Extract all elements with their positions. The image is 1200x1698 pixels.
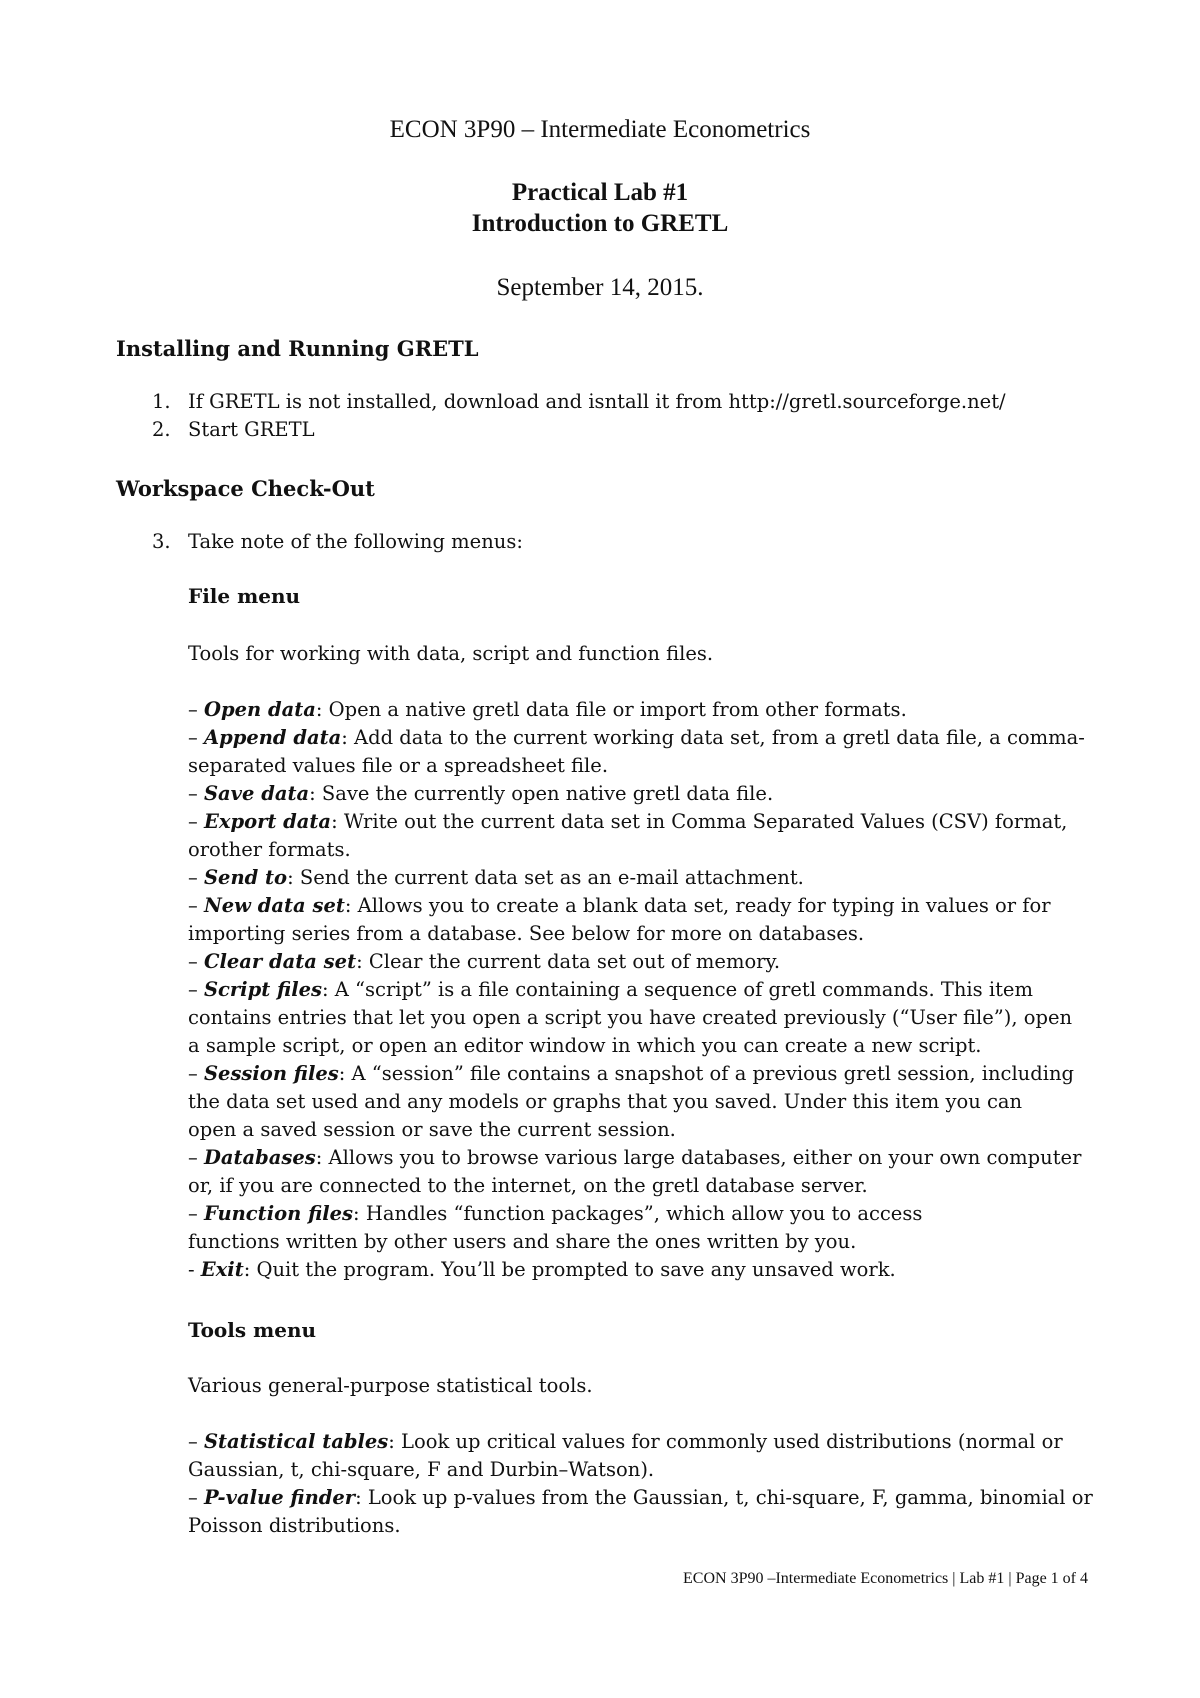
list-item: [152, 390, 1006, 413]
entry-description: the data set used and any models or graphs that you saved. Under this item you can: [188, 1090, 1023, 1113]
entry-line: [188, 1200, 1088, 1228]
entry-dash: –: [188, 810, 204, 833]
entry-description: : Save the currently open native gretl data file.: [309, 782, 774, 805]
entry-dash: –: [188, 1430, 204, 1453]
entry-term: Script files: [203, 978, 322, 1001]
entry-line: [188, 976, 1088, 1004]
entry-description: : Look up critical values for commonly used distributions (normal or: [388, 1430, 1063, 1453]
entry-line: [188, 724, 1088, 752]
tools-menu-heading: Tools menu: [188, 1318, 317, 1342]
list-number: 2.: [152, 418, 171, 441]
entry-line: [188, 1484, 1093, 1512]
list-item: [152, 530, 523, 553]
entry-dash: –: [188, 726, 204, 749]
entry-term: Exit: [200, 1258, 244, 1281]
file-menu-intro: Tools for working with data, script and function files.: [188, 642, 714, 665]
entry-term: Statistical tables: [203, 1430, 389, 1453]
entry-term: Export data: [203, 810, 332, 833]
entry-line: [188, 752, 1088, 780]
entry-line: [188, 1172, 1088, 1200]
list-text: Start GRETL: [188, 418, 315, 441]
list-text: If GRETL is not installed, download and isntall it from http://gretl.sourceforge.net/: [188, 390, 1006, 413]
entry-dash: -: [188, 1258, 201, 1281]
entry-term: Save data: [203, 782, 310, 805]
entry-description: contains entries that let you open a script you have created previously (“User file”), open: [188, 1006, 1073, 1029]
entry-line: [188, 1004, 1088, 1032]
entry-line: [188, 1144, 1088, 1172]
entry-description: orother formats.: [188, 838, 351, 861]
entry-dash: –: [188, 1202, 204, 1225]
list-number: 1.: [152, 390, 171, 413]
list-number: 3.: [152, 530, 171, 553]
entry-description: : Clear the current data set out of memory.: [356, 950, 781, 973]
entry-dash: –: [188, 1486, 204, 1509]
entry-description: a sample script, or open an editor window in which you can create a new script.: [188, 1034, 982, 1057]
entry-term: Open data: [203, 698, 316, 721]
lab-title: Practical Lab #1: [511, 179, 689, 206]
entry-dash: –: [188, 698, 204, 721]
entry-line: [188, 1088, 1088, 1116]
entry-description: Poisson distributions.: [188, 1514, 401, 1537]
entry-description: : Add data to the current working data set, from a gretl data file, a comma-: [341, 726, 1085, 749]
entry-line: [188, 1228, 1088, 1256]
entry-line: [188, 864, 1088, 892]
entry-dash: –: [188, 866, 204, 889]
entry-line: [188, 1512, 1088, 1540]
entry-term: Clear data set: [203, 950, 357, 973]
section-heading-workspace: Workspace Check-Out: [116, 476, 375, 501]
entry-description: open a saved session or save the current session.: [188, 1118, 676, 1141]
entry-line: [188, 1032, 1088, 1060]
entry-term: Send to: [203, 866, 288, 889]
entry-description: : A “script” is a file containing a sequence of gretl commands. This item: [322, 978, 1033, 1001]
page-footer: ECON 3P90 –Intermediate Econometrics | Lab #1 | Page 1 of 4: [683, 1570, 1088, 1587]
entry-term: Append data: [203, 726, 342, 749]
entry-dash: –: [188, 1062, 204, 1085]
entry-line: [188, 1428, 1088, 1456]
entry-line: [188, 696, 1088, 724]
entry-dash: –: [188, 950, 204, 973]
entry-term: New data set: [203, 894, 345, 917]
entry-description: : Send the current data set as an e-mail attachment.: [287, 866, 804, 889]
entry-term: Session files: [203, 1062, 339, 1085]
entry-description: or, if you are connected to the internet, on the gretl database server.: [188, 1174, 868, 1197]
entry-line: [188, 892, 1088, 920]
entry-dash: –: [188, 978, 204, 1001]
entry-line: [188, 808, 1088, 836]
entry-dash: –: [188, 894, 204, 917]
entry-line: [188, 780, 1088, 808]
lab-subtitle: Introduction to GRETL: [471, 210, 729, 237]
entry-description: : Quit the program. You’ll be prompted to save any unsaved work.: [243, 1258, 896, 1281]
entry-description: : Look up p-values from the Gaussian, t, chi-square, F, gamma, binomial or: [355, 1486, 1093, 1509]
entry-description: : Handles “function packages”, which allow you to access: [353, 1202, 923, 1225]
course-title: ECON 3P90 – Intermediate Econometrics: [389, 116, 811, 143]
entry-dash: –: [188, 1146, 204, 1169]
entry-line: [188, 1116, 1088, 1144]
entry-description: functions written by other users and share the ones written by you.: [188, 1230, 857, 1253]
tools-menu-entries: [188, 1428, 1093, 1540]
entry-term: Databases: [203, 1146, 316, 1169]
tools-menu-intro: Various general-purpose statistical tools.: [188, 1374, 593, 1397]
entry-line: [188, 1256, 1088, 1284]
entry-line: [188, 1060, 1088, 1088]
entry-description: separated values file or a spreadsheet file.: [188, 754, 609, 777]
entry-line: [188, 836, 1088, 864]
entry-line: [188, 920, 1088, 948]
lab-date: September 14, 2015.: [496, 274, 704, 301]
entry-description: importing series from a database. See below for more on databases.: [188, 922, 865, 945]
entry-description: : Open a native gretl data file or import from other formats.: [315, 698, 907, 721]
file-menu-entries: [188, 696, 1088, 1284]
file-menu-heading: File menu: [188, 584, 301, 608]
section-heading-installing: Installing and Running GRETL: [116, 336, 479, 361]
list-text: Take note of the following menus:: [188, 530, 523, 553]
list-item: [152, 418, 315, 441]
entry-line: [188, 948, 1088, 976]
entry-term: P-value finder: [203, 1486, 356, 1509]
entry-description: : Allows you to browse various large databases, either on your own computer: [315, 1146, 1082, 1169]
entry-description: Gaussian, t, chi-square, F and Durbin–Watson).: [188, 1458, 655, 1481]
entry-description: : Write out the current data set in Comma Separated Values (CSV) format,: [331, 810, 1068, 833]
entry-description: : A “session” file contains a snapshot of a previous gretl session, including: [338, 1062, 1074, 1085]
entry-dash: –: [188, 782, 204, 805]
entry-line: [188, 1456, 1088, 1484]
entry-term: Function files: [203, 1202, 354, 1225]
entry-description: : Allows you to create a blank data set, ready for typing in values or for: [344, 894, 1051, 917]
